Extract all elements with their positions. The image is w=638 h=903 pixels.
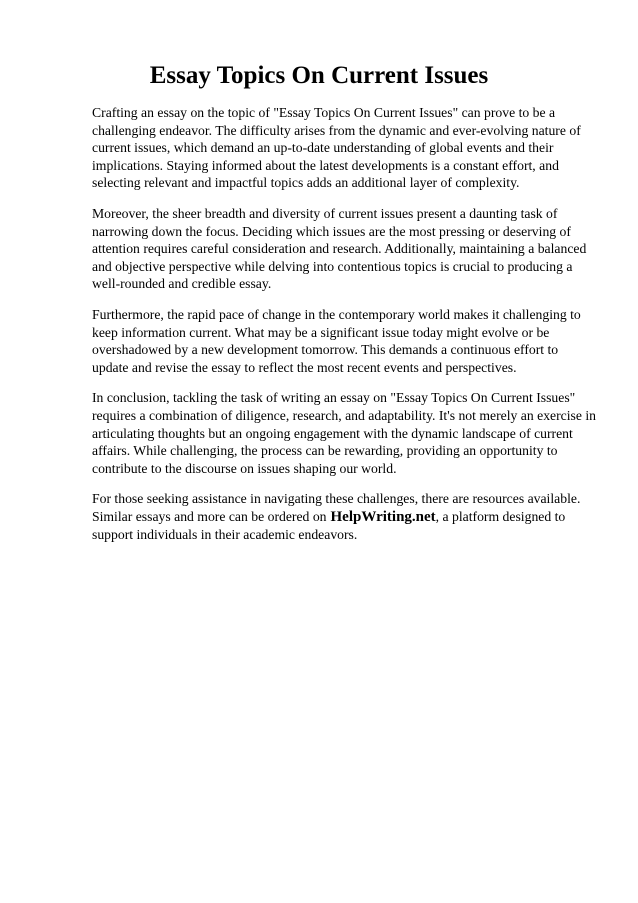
paragraph-closing <box>92 490 597 544</box>
paragraph-4: In conclusion, tackling the task of writing an essay on "Essay Topics On Current Issues" requires a combination of diligence, research, and adaptability. It's not merely an exercise in articulating thoughts but an ongoing engagement with the dynamic landscape of current affairs. While challenging, the process can be rewarding, providing an opportunity to contribute to the discourse on issues shaping our world. <box>92 390 597 476</box>
closing-text-after-link: , a platform designed to support individuals in their academic endeavors. <box>92 508 566 543</box>
paragraph-1: Crafting an essay on the topic of "Essay Topics On Current Issues" can prove to be a challenging endeavor. The difficulty arises from the dynamic and ever-evolving nature of current issues, which demand an up-to-date understanding of global events and their implications. Staying informed about the latest developments is a constant effort, and selecting relevant and impactful topics adds an additional layer of complexity. <box>92 105 581 191</box>
document-title: Essay Topics On Current Issues <box>149 62 489 89</box>
paragraph-3: Furthermore, the rapid pace of change in the contemporary world makes it challenging to keep information current. What may be a significant issue today might evolve or be overshadowed by a new development tomorrow. This demands a continuous effort to update and revise the essay to reflect the most recent events and perspectives. <box>92 306 581 375</box>
document-body <box>92 104 597 557</box>
helpwriting-link[interactable]: HelpWriting.net <box>330 508 436 525</box>
paragraph-2: Moreover, the sheer breadth and diversity of current issues present a daunting task of narrowing down the focus. Deciding which issues are the most pressing or deserving of attention requires careful consideration and research. Additionally, maintaining a balanced and objective perspective while delving into contentious topics is crucial to producing a well-rounded and credible essay. <box>92 205 587 292</box>
closing-text-before-link: For those seeking assistance in navigating these challenges, there are resources available. Similar essays and more can be ordered on <box>92 491 581 524</box>
